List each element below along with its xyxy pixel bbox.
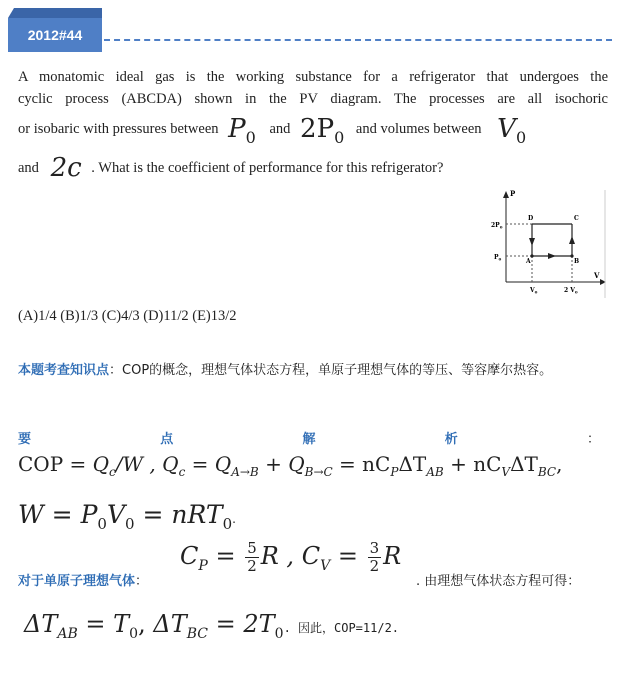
2p0-symbol: $2P_0$ — [300, 114, 345, 148]
label-p0: $P_0$ — [494, 254, 502, 262]
label-2p0: $2P_0$ — [491, 222, 503, 230]
knowledge-points — [18, 356, 608, 386]
point-a-dot — [530, 254, 533, 257]
label-v0: $V_0$ — [530, 287, 538, 295]
pv-diagram — [488, 186, 608, 298]
knowledge-label: 本题考查知识点 — [18, 363, 110, 378]
equation-work: $W = P_0V_0 = nRT_0$. — [18, 500, 236, 533]
p0-symbol: $P_0$ — [228, 114, 256, 148]
2c-symbol: 2c — [50, 153, 82, 184]
equation-temperature: $\Delta T_{AB} = T_0$, $\Delta T_{BC} = 2T_0$. 因此，COP=11/2. — [24, 610, 400, 642]
fraction-3-2: $\frac{3}{2}$ — [369, 539, 380, 575]
tag-fold-decoration — [8, 8, 102, 18]
arrow-right-icon — [548, 253, 556, 259]
point-b-label: B — [574, 258, 580, 265]
fraction-5-2: $\frac{5}{2}$ — [247, 539, 257, 575]
section-header — [0, 0, 623, 60]
p-axis-arrow-icon — [503, 191, 509, 198]
answer-choices: (A)1/4 (B)1/3 (C)4/3 (D)11/2 (E)13/2 — [18, 308, 237, 324]
point-d-label: D — [528, 215, 534, 222]
question-line-4: and 2c . What is the coefficient of performance for this refrigerator? — [18, 153, 444, 184]
heat-capacity-row — [18, 540, 613, 592]
question-line-2: cyclic process (ABCDA) shown in the PV diagram. The processes are all isochoric — [18, 91, 608, 107]
question-text — [18, 66, 608, 184]
problem-tag: 2012#44 — [8, 18, 102, 52]
point-c-label: C — [574, 215, 579, 222]
v-axis-label: V — [594, 271, 600, 280]
arrow-up-icon — [569, 236, 575, 244]
p-axis-label: P — [510, 189, 516, 198]
monatomic-label: 对于单原子理想气体： — [18, 574, 149, 589]
arrow-down-icon — [529, 238, 535, 246]
conclusion-text: . 因此，COP=11/2. — [283, 621, 400, 635]
v0-symbol: $V_0$ — [497, 114, 527, 148]
question-line-3: or isobaric with pressures between $P_0$ and $2P_0$ and volumes between $V_0$ — [18, 114, 527, 148]
equation-cop: COP = $Q_c/W$ , $Q_c = Q_{A\to B} + Q_{B\to C} = nC_P\Delta T_{AB} + nC_V\Delta T_{BC}$, — [18, 452, 563, 479]
question-line-1: A monatomic ideal gas is the working substance for a refrigerator that undergoes the — [18, 69, 608, 85]
knowledge-text: ：COP的概念，理想气体状态方程，单原子理想气体的等压、等容摩尔热容。 — [109, 363, 553, 378]
state-equation-note: . 由理想气体状态方程可得： — [416, 574, 581, 589]
heat-capacity-formula: $C_P$ = $\frac{5}{2}$ R , $C_V$ = $\frac{3}{2}$ R — [180, 539, 402, 575]
header-dashed-divider — [104, 39, 612, 41]
point-a-label: A — [526, 258, 531, 265]
label-2v0: 2 $V_0$ — [564, 287, 578, 295]
analysis-heading: 要 点 解 析 ： — [18, 432, 600, 447]
